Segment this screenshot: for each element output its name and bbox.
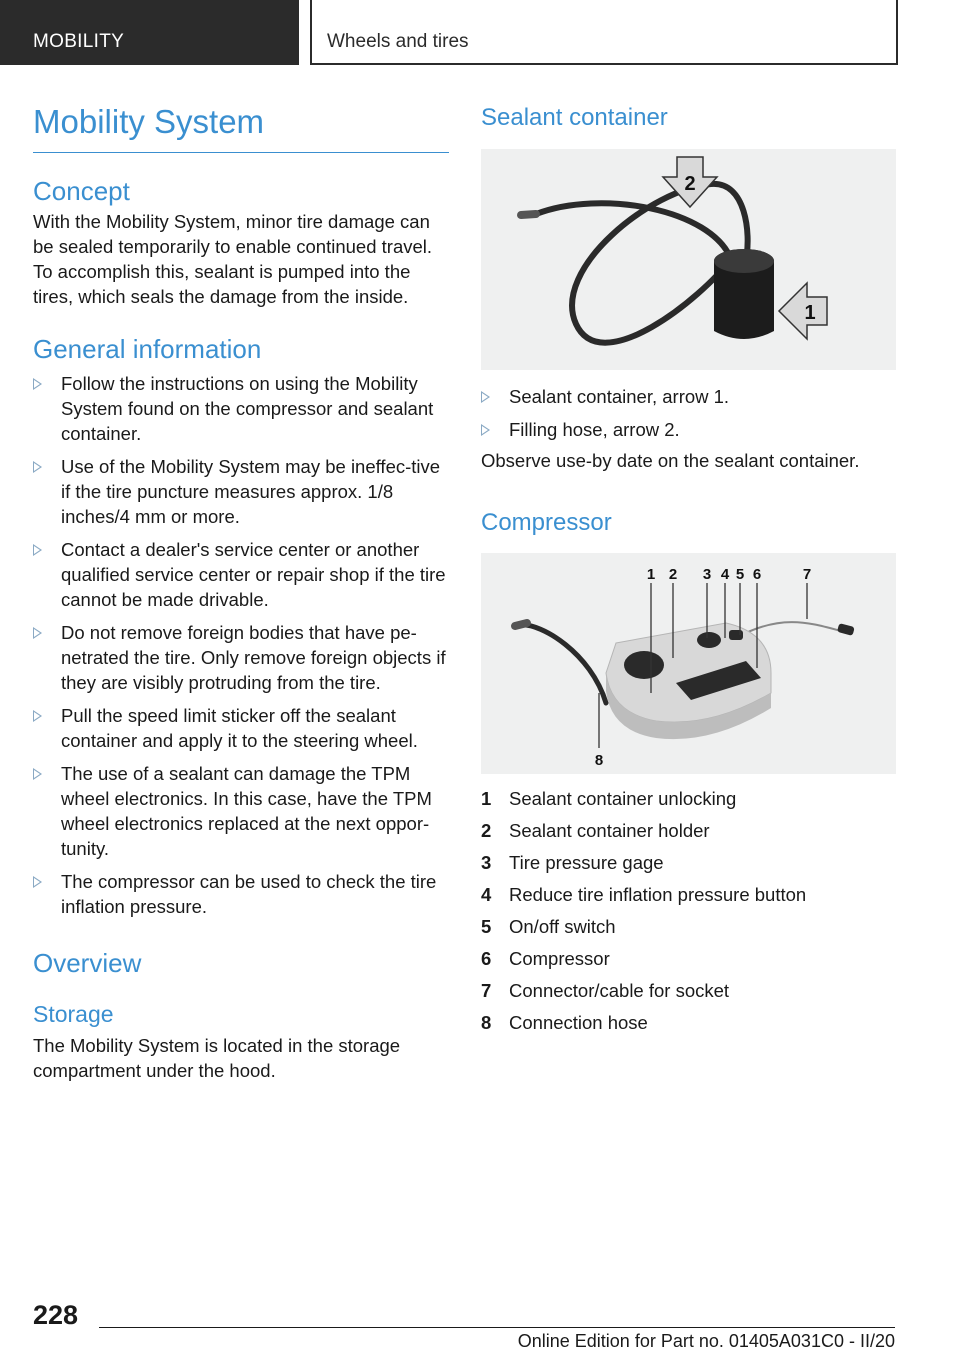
callout-label-4: 4 <box>720 566 730 583</box>
left-column <box>33 100 449 1083</box>
list-item: 2 Sealant container holder <box>481 820 710 841</box>
triangle-bullet-icon <box>33 710 42 722</box>
list-item: Sealant container, arrow 1. <box>481 384 896 409</box>
list-item: Pull the speed limit sticker off the sealant container and apply it to the steering wheel. <box>33 703 449 753</box>
list-item: The use of a sealant can damage the TPM wheel electronics. In this case, have the TPM wheel electronics replaced at the next oppor-tunity. <box>33 761 449 861</box>
general-information-heading: General information <box>33 334 262 364</box>
list-item: Follow the instructions on using the Mobility System found on the compressor and sealant container. <box>33 371 449 446</box>
callout-label-1: 1 <box>646 566 656 583</box>
triangle-bullet-icon <box>481 424 490 436</box>
header-section-tab <box>0 0 299 65</box>
storage-heading: Storage <box>33 1001 114 1027</box>
arrow-label-1: 1 <box>804 302 816 324</box>
page-number: 228 <box>33 1300 79 1330</box>
triangle-bullet-icon <box>33 768 42 780</box>
triangle-bullet-icon <box>33 627 42 639</box>
footer-divider <box>99 1327 895 1328</box>
header-chapter-tab <box>310 0 898 65</box>
concept-heading: Concept <box>33 176 130 206</box>
list-item: Use of the Mobility System may be ineffec-tive if the tire puncture measures approx. 1/8 inches/4 mm or more. <box>33 454 449 529</box>
concept-text: With the Mobility System, minor tire damage can be sealed temporarily to enable continued travel. To accomplish this, sealant is pumped into the tires, which seals the damage from the inside. <box>33 211 433 307</box>
list-item: 7 Connector/cable for socket <box>481 980 730 1001</box>
triangle-bullet-icon <box>33 461 42 473</box>
callout-label-8: 8 <box>594 752 604 769</box>
list-item: 3 Tire pressure gage <box>481 852 664 873</box>
overview-heading: Overview <box>33 948 142 978</box>
callout-label-5: 5 <box>735 566 745 583</box>
list-item: 5 On/off switch <box>481 916 616 937</box>
sealant-container-drawing <box>481 149 896 370</box>
triangle-bullet-icon <box>481 391 490 403</box>
list-item: 1 Sealant container unlocking <box>481 788 737 809</box>
sealant-container-illustration <box>481 149 896 370</box>
list-item: Do not remove foreign bodies that have pe-netrated the tire. Only remove foreign objects if they are visibly protruding from the tire. <box>33 620 449 695</box>
page-title: Mobility System <box>33 100 449 153</box>
callout-label-6: 6 <box>752 566 762 583</box>
sealant-container-list <box>481 384 896 442</box>
storage-text: The Mobility System is located in the storage compartment under the hood. <box>33 1035 401 1081</box>
list-item: Contact a dealer's service center or another qualified service center or repair shop if the tire cannot be made drivable. <box>33 537 449 612</box>
header-chapter-label: Wheels and tires <box>327 31 469 52</box>
arrow-label-2: 2 <box>684 173 696 195</box>
sealant-container-heading: Sealant container <box>481 104 668 131</box>
compressor-drawing <box>481 553 896 774</box>
triangle-bullet-icon <box>33 544 42 556</box>
list-item: 8 Connection hose <box>481 1012 648 1033</box>
triangle-bullet-icon <box>33 378 42 390</box>
triangle-bullet-icon <box>33 876 42 888</box>
list-item: The compressor can be used to check the tire inflation pressure. <box>33 869 449 919</box>
compressor-parts-list <box>481 786 896 1035</box>
list-item: 6 Compressor <box>481 948 610 969</box>
general-information-list <box>33 371 449 919</box>
footer-edition: Online Edition for Part no. 01405A031C0 - II/20 <box>517 1331 895 1351</box>
header-section-label: MOBILITY <box>33 31 125 52</box>
right-column <box>481 100 896 1042</box>
sealant-note: Observe use-by date on the sealant container. <box>481 450 860 471</box>
list-item: 4 Reduce tire inflation pressure button <box>481 884 807 905</box>
callout-label-2: 2 <box>668 566 678 583</box>
callout-label-7: 7 <box>802 566 812 583</box>
callout-label-3: 3 <box>702 566 712 583</box>
compressor-illustration <box>481 553 896 774</box>
list-item: Filling hose, arrow 2. <box>481 417 896 442</box>
compressor-heading: Compressor <box>481 509 612 536</box>
